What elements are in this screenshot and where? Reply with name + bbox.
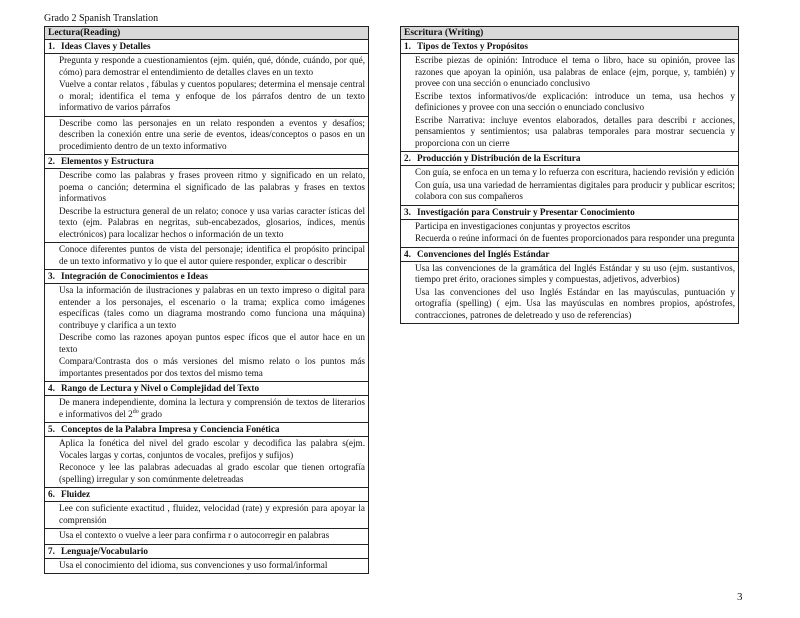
standard-text: Compara/Contrasta dos o más versiones del mismo relato o los puntos más importantes presentados por dos textos del mismo tema: [59, 356, 365, 378]
section-title: [45, 40, 368, 54]
standard-text: Aplica la fonética del nivel del grado escolar y decodifica las palabra s(ejm. Vocales largas y cortas, conjuntos de vocales, prefijos y sufijos): [59, 438, 365, 460]
writing-section: [400, 206, 739, 248]
section-title: [401, 152, 738, 166]
standard-text: Usa las convenciones de la gramática del Inglés Estándar y su uso (ejm. sustantivos, tiempo pret érito, oraciones simples y compuestas, adjetivos, adverbios): [415, 262, 735, 284]
section-number: 7.: [48, 545, 55, 556]
standard-item: [59, 503, 365, 526]
standard-text: Describe como las personajes en un relato responden a eventos y desafíos; describen la conexión entre una serie de eventos, ideas/conceptos o pasos en un procedimiento dentro de un texto informativo: [59, 117, 365, 151]
writing-section: [400, 40, 739, 152]
standard-text: Conoce diferentes puntos de vista del personaje; identifica el propósito principal de un texto informativo y lo que el autor quiere responder, explicar o describir: [59, 244, 365, 266]
standard-item: [415, 287, 735, 322]
standard-item: [59, 530, 365, 542]
standard-box: [45, 502, 368, 529]
section-title-text: Convenciones del Inglés Estándar: [417, 248, 550, 259]
standard-box: [401, 220, 738, 247]
standard-box: [45, 169, 368, 243]
reading-section: [44, 155, 369, 270]
standard-item: [415, 221, 735, 233]
section-number: 1.: [404, 41, 411, 51]
standard-item: [415, 115, 735, 150]
standard-box: [45, 117, 368, 155]
section-title-text: Ideas Claves y Detalles: [61, 41, 151, 51]
standard-box: [401, 54, 738, 151]
standard-item: [59, 79, 365, 114]
section-number: 2.: [404, 153, 411, 163]
standard-item: [59, 118, 365, 153]
section-number: 4.: [404, 248, 411, 259]
standard-item: [59, 560, 365, 572]
reading-section: [44, 270, 369, 382]
standard-text: Reconoce y lee las palabras adecuadas al grado escolar que tienen ortografía (spelling) irregular y son comúnmente deletreadas: [59, 462, 365, 484]
standard-text: Escribe Narrativa: incluye eventos elaborados, detalles para describi r acciones, pensamientos y sentimientos; usa palabras temporales para mostrar secuencia y proporciona con un cierre: [415, 114, 735, 148]
section-title-text: Investigación para Construir y Presentar Conocimiento: [417, 206, 635, 217]
standard-item: [415, 167, 735, 179]
reading-section: [44, 382, 369, 423]
standard-text: Usa el conocimiento del idioma, sus convenciones y uso formal/informal: [59, 559, 328, 570]
standard-item: [59, 356, 365, 379]
section-title: [45, 382, 368, 396]
standard-text: Describe la estructura general de un relato; conoce y usa varias caracter ísticas del texto (ejm. Palabras en negritas, sub-encabezados, glosarios, índices, menús electrónicos) para localizar hechos o información de un texto: [59, 205, 365, 239]
section-title: [45, 155, 368, 169]
section-title-text: Tipos de Textos y Propósitos: [417, 41, 528, 51]
section-title: [401, 40, 738, 54]
reading-sections: [44, 40, 369, 574]
reading-header: Lectura(Reading): [44, 26, 369, 40]
reading-section: [44, 545, 369, 575]
standard-item: [59, 397, 365, 420]
reading-section: [44, 40, 369, 155]
section-title-text: Lenguaje/Vocabulario: [61, 545, 148, 556]
section-title: [45, 488, 368, 502]
standard-box: [45, 243, 368, 269]
section-title: [401, 248, 738, 262]
standard-item: [415, 180, 735, 203]
standard-item: [415, 233, 735, 245]
page-number: 3: [737, 591, 743, 603]
standard-box: [45, 54, 368, 117]
writing-sections: [400, 40, 739, 324]
standard-box: [45, 396, 368, 422]
standard-box: [401, 262, 738, 324]
reading-section: [44, 423, 369, 488]
writing-section: [400, 152, 739, 206]
standard-item: [415, 55, 735, 90]
section-number: 4.: [48, 383, 55, 393]
standard-text: Describe como las razones apoyan puntos espec íficos que el autor hace en un texto: [59, 332, 365, 354]
standard-item: [59, 206, 365, 241]
standard-item: [59, 285, 365, 331]
standard-text: Usa la información de ilustraciones y palabras en un texto impreso o digital para entender a los personajes, el escenario o la trama; explica como imágenes específicas (tales como un diagrama mostrando como funciona una máquina) contribuye y clarifica a un texto: [59, 285, 365, 330]
writing-section: [400, 248, 739, 325]
section-title-text: Rango de Lectura y Nivel o Complejidad del Texto: [61, 383, 260, 393]
standard-item: [415, 91, 735, 114]
standard-text: De manera independiente, domina la lectura y comprensión de textos de literarios e informativos del 2: [59, 397, 365, 419]
section-title-text: Fluidez: [61, 489, 91, 499]
standard-text: Vuelve a contar relatos , fábulas y cuentos populares; determina el mensaje central o moral; identifica el tema y enfoque de los párrafos dentro de un texto informativo de varios párrafos: [59, 79, 365, 112]
standard-item: [59, 244, 365, 267]
standard-box: [45, 284, 368, 381]
section-title-text: Conceptos de la Palabra Impresa y Conciencia Fonética: [61, 424, 280, 434]
ordinal-superscript: do: [132, 408, 139, 415]
standard-box: [45, 437, 368, 487]
standard-text: Escribe textos informativos/de explicación: introduce un tema, usa hechos y definiciones y provee con una sección o enunciado conclusivo: [415, 90, 735, 112]
reading-section: [44, 488, 369, 545]
standard-text: Lee con suficiente exactitud , fluidez, velocidad (rate) y expresión para apoyar la comprensión: [59, 503, 365, 525]
standard-text: Pregunta y responde a cuestionamientos (ejm. quién, qué, dónde, cuándo, por qué, cómo) para demostrar el entendimiento de detalles claves en un texto: [59, 55, 365, 77]
section-title-text: Producción y Distribución de la Escritura: [417, 153, 581, 163]
standard-item: [59, 55, 365, 78]
standard-text: Recuerda o reúne informaci ón de fuentes proporcionados para responder una pregunta: [415, 233, 735, 243]
standard-box: [401, 166, 738, 205]
standard-text: Usa las convenciones del uso Inglés Estándar en las mayúsculas, puntuación y ortografía (spelling) ( ejm. Usa las mayúsculas en nombres propios, apóstrofes, contracciones, patrones de deletreado y uso de referencias): [415, 286, 735, 320]
writing-header: Escritura (Writing): [400, 26, 739, 40]
standard-text: Describe como las palabras y frases proveen ritmo y significado en un relato, poema o canción; determina el significado de las palabras y frases en textos informativos: [59, 170, 365, 203]
standard-item: [59, 438, 365, 461]
standard-text: Con guía, usa una variedad de herramientas digitales para producir y publicar escritos; colabora con sus compañeros: [415, 179, 735, 201]
grade-suffix: grado: [138, 408, 162, 419]
standard-text: Participa en investigaciones conjuntas y proyectos escritos: [415, 220, 631, 231]
standard-text: Usa el contexto o vuelve a leer para confirma r o autocorregir en palabras: [59, 530, 330, 540]
standard-item: [59, 170, 365, 205]
section-title: [45, 270, 368, 284]
section-title-text: Integración de Conocimientos e Ideas: [61, 271, 208, 281]
document-title: Grado 2 Spanish Translation: [44, 13, 159, 24]
standard-text: Con guía, se enfoca en un tema y lo refuerza con escritura, haciendo revisión y edición: [415, 167, 735, 177]
section-number: 3.: [404, 206, 411, 217]
section-title: [401, 206, 738, 220]
section-number: 6.: [48, 489, 55, 499]
reading-column: [44, 26, 369, 574]
section-title: [45, 545, 368, 559]
standard-box: [45, 529, 368, 544]
section-number: 2.: [48, 156, 55, 166]
standard-item: [59, 462, 365, 485]
section-title-text: Elementos y Estructura: [61, 156, 154, 166]
writing-column: [400, 26, 739, 324]
section-number: 3.: [48, 271, 55, 281]
standard-text: Escribe piezas de opinión: Introduce el tema o libro, hace su opinión, provee las razones que apoyan la opinión, usa palabras de enlace (ejm, porque, y, también) y provee con una sección o enunciado conclusivo: [415, 55, 735, 88]
standard-item: [415, 263, 735, 286]
section-number: 1.: [48, 41, 55, 51]
standard-item: [59, 332, 365, 355]
section-number: 5.: [48, 424, 55, 434]
section-title: [45, 423, 368, 437]
standard-box: [45, 559, 368, 574]
